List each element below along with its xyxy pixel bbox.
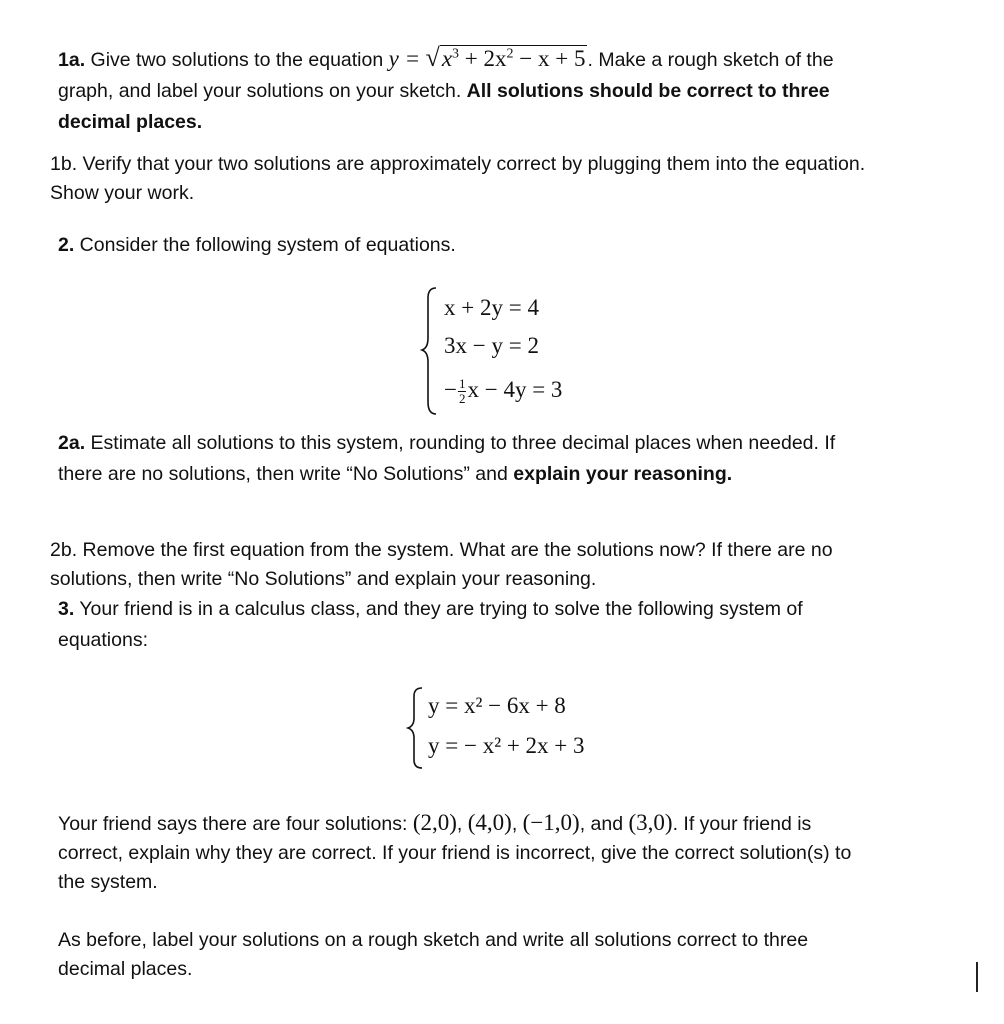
question-2a-line1-text: Estimate all solutions to this system, rounding to three decimal places when needed. If: [85, 432, 836, 454]
eq-lhs: y =: [388, 46, 421, 71]
question-3-line1: [58, 594, 988, 625]
equation-2: 3x − y = 2: [444, 333, 539, 358]
question-2b-line1: 2b. Remove the first equation from the system. What are the solutions now? If there are no: [50, 539, 833, 561]
closing-line1: As before, label your solutions on a rough sketch and write all solutions correct to three: [58, 929, 809, 951]
left-brace-icon: [420, 286, 440, 416]
question-2a-line2-text: there are no solutions, then write “No Solutions” and: [58, 463, 514, 485]
closing-line2: decimal places.: [58, 958, 193, 980]
friend-claim-line1: [58, 808, 988, 839]
question-3-label: 3.: [58, 598, 75, 620]
fraction-denominator: 2: [458, 391, 466, 407]
question-2b: [50, 536, 990, 594]
question-2a: [58, 428, 988, 490]
separator-1: ,: [456, 813, 468, 835]
equation-parabola-2: y = − x² + 2x + 3: [428, 733, 585, 758]
fraction-numerator: 1: [458, 376, 466, 392]
system-of-equations-2: [420, 286, 640, 416]
question-1a-label: 1a.: [58, 49, 86, 71]
radicand-x: x: [441, 46, 453, 71]
friend-claim-line2: correct, explain why they are correct. If your friend is incorrect, give the correct solution(s) to: [58, 842, 852, 864]
radical-sign-icon: √: [425, 43, 440, 72]
question-1a-tail: . Make a rough sketch of the: [587, 49, 834, 71]
solution-point-2: (4,0): [467, 810, 512, 835]
exponent-2: 2: [506, 46, 514, 62]
text-cursor: [976, 962, 978, 992]
question-2a-label: 2a.: [58, 432, 86, 454]
solution-point-3: (−1,0): [522, 810, 580, 835]
equation-1: x + 2y = 4: [444, 295, 539, 320]
radicand-c: − x + 5: [513, 46, 586, 71]
equation-3-rest: x − 4y = 3: [467, 377, 563, 402]
separator-3: , and: [579, 813, 629, 835]
question-3-line2: equations:: [58, 629, 148, 651]
question-1a-line2: [58, 76, 988, 107]
question-2-label: 2.: [58, 234, 75, 256]
question-3: [58, 594, 988, 656]
question-1b-line2: Show your work.: [50, 182, 195, 204]
left-brace-icon: [406, 686, 426, 770]
equation-3-sign: −: [444, 377, 457, 402]
question-1a-line2-text: graph, and label your solutions on your sketch.: [58, 80, 467, 102]
friend-claim-tail: . If your friend is: [672, 813, 812, 835]
separator-2: ,: [511, 813, 523, 835]
question-1a: [58, 42, 988, 138]
question-3-line1-text: Your friend is in a calculus class, and they are trying to solve the following system of: [74, 598, 803, 620]
question-2a-line1: [58, 428, 988, 459]
solution-point-4: (3,0): [628, 810, 673, 835]
equation-parabola-1: y = x² − 6x + 8: [428, 693, 566, 718]
question-2a-line2: [58, 459, 988, 490]
system-of-equations-3: [406, 686, 666, 770]
question-1a-lead: Give two solutions to the equation: [85, 49, 389, 71]
question-2: [58, 230, 456, 261]
question-1a-line3: [58, 107, 988, 138]
question-1a-bold-b: decimal places.: [58, 111, 203, 133]
square-root: [426, 42, 588, 76]
question-2-text: Consider the following system of equations.: [74, 234, 456, 256]
solution-point-1: (2,0): [412, 810, 457, 835]
radicand: [440, 45, 588, 71]
question-2a-bold: explain your reasoning.: [513, 463, 733, 485]
exponent-3: 3: [452, 46, 460, 62]
friend-claim-line3: the system.: [58, 871, 158, 893]
question-1a-bold-a: All solutions should be correct to three: [466, 80, 830, 102]
friend-claim-lead: Your friend says there are four solutions:: [58, 813, 413, 835]
fraction-one-half: [458, 377, 467, 406]
equation-3: [444, 370, 562, 410]
friend-claim: [58, 808, 988, 897]
radicand-b: + 2x: [459, 46, 507, 71]
closing-instructions: [58, 926, 988, 984]
question-2b-line2: solutions, then write “No Solutions” and explain your reasoning.: [50, 568, 597, 590]
question-1a-line1: [58, 42, 988, 76]
question-1b-line1: 1b. Verify that your two solutions are approximately correct by plugging them into the equation.: [50, 153, 866, 175]
question-1b: [50, 150, 990, 208]
